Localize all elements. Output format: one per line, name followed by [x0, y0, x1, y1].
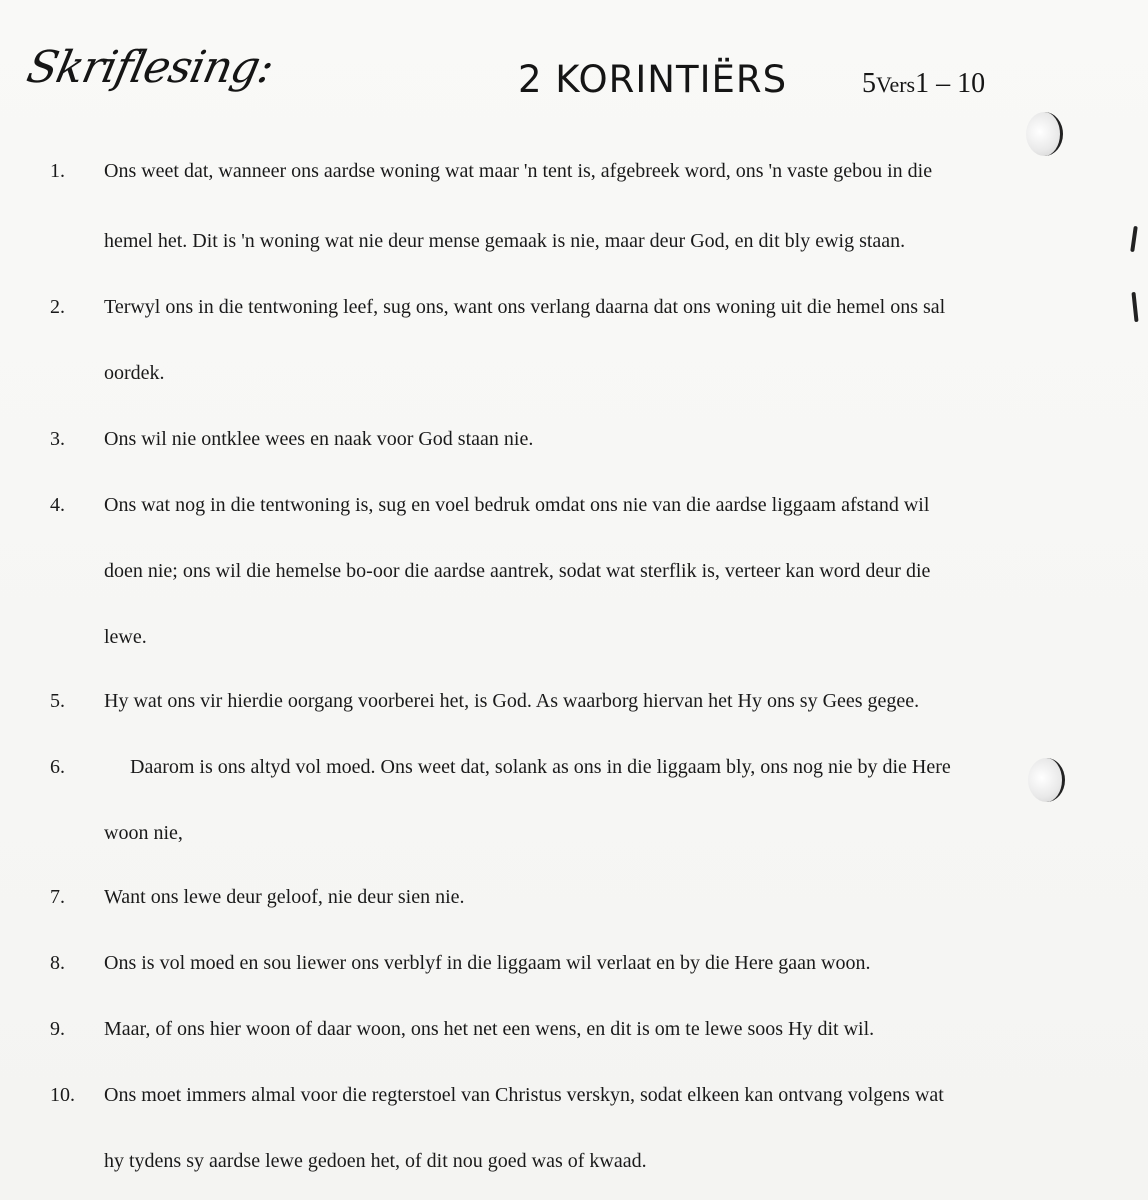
- verse-number-3: 3.: [50, 428, 65, 450]
- book-title: 2 KORINTIËRS: [518, 58, 788, 101]
- verse-6-line-1: Daarom is ons altyd vol moed. Ons weet dat, solank as ons in die liggaam bly, ons nog nie by die Here: [130, 756, 951, 778]
- edge-mark-1: [1130, 226, 1138, 252]
- verse-10-line-2: hy tydens sy aardse lewe gedoen het, of dit nou goed was of kwaad.: [104, 1150, 647, 1172]
- verse-number-1: 1.: [50, 160, 65, 182]
- verse-number-9: 9.: [50, 1018, 65, 1040]
- verse-6-line-2: woon nie,: [104, 822, 183, 844]
- verse-10-line-1: Ons moet immers almal voor die regterstoel van Christus verskyn, sodat elkeen kan ontvang volgens wat: [104, 1084, 944, 1106]
- verse-number-6: 6.: [50, 756, 65, 778]
- verse-4-line-2: doen nie; ons wil die hemelse bo-oor die aardse aantrek, sodat wat sterflik is, verteer kan word deur die: [104, 560, 931, 582]
- verse-7-line-1: Want ons lewe deur geloof, nie deur sien nie.: [104, 886, 465, 908]
- verse-number-5: 5.: [50, 690, 65, 712]
- verse-4-line-1: Ons wat nog in die tentwoning is, sug en voel bedruk omdat ons nie van die aardse liggaam afstand wil: [104, 494, 930, 516]
- verse-3-line-1: Ons wil nie ontklee wees en naak voor God staan nie.: [104, 428, 534, 450]
- chapter-number: 5: [862, 68, 876, 99]
- punch-hole-bottom: [1028, 758, 1065, 802]
- verse-5-line-1: Hy wat ons vir hierdie oorgang voorberei het, is God. As waarborg hiervan het Hy ons sy Gees gegee.: [104, 690, 920, 712]
- verse-reference: [862, 68, 985, 100]
- verse-8-line-1: Ons is vol moed en sou liewer ons verblyf in die liggaam wil verlaat en by die Here gaan woon.: [104, 952, 871, 974]
- verse-number-7: 7.: [50, 886, 65, 908]
- verse-4-line-3: lewe.: [104, 626, 147, 648]
- punch-hole-top: [1026, 112, 1063, 156]
- reading-label: Skriflesing:: [22, 42, 278, 93]
- verse-number-2: 2.: [50, 296, 65, 318]
- verse-range: 1 – 10: [915, 68, 986, 99]
- verse-1-line-1: Ons weet dat, wanneer ons aardse woning wat maar 'n tent is, afgebreek word, ons 'n vaste gebou in die: [104, 160, 933, 182]
- verse-word: Vers: [876, 72, 916, 97]
- verse-number-10: 10.: [50, 1084, 75, 1106]
- verse-1-line-2: hemel het. Dit is 'n woning wat nie deur mense gemaak is nie, maar deur God, en dit bly ewig staan.: [104, 230, 906, 252]
- edge-mark-2: [1131, 292, 1138, 322]
- verse-2-line-2: oordek.: [104, 362, 165, 384]
- verse-number-8: 8.: [50, 952, 65, 974]
- verse-2-line-1: Terwyl ons in die tentwoning leef, sug ons, want ons verlang daarna dat ons woning uit die hemel ons sal: [104, 296, 946, 318]
- verse-9-line-1: Maar, of ons hier woon of daar woon, ons het net een wens, en dit is om te lewe soos Hy dit wil.: [104, 1018, 875, 1040]
- verse-number-4: 4.: [50, 494, 65, 516]
